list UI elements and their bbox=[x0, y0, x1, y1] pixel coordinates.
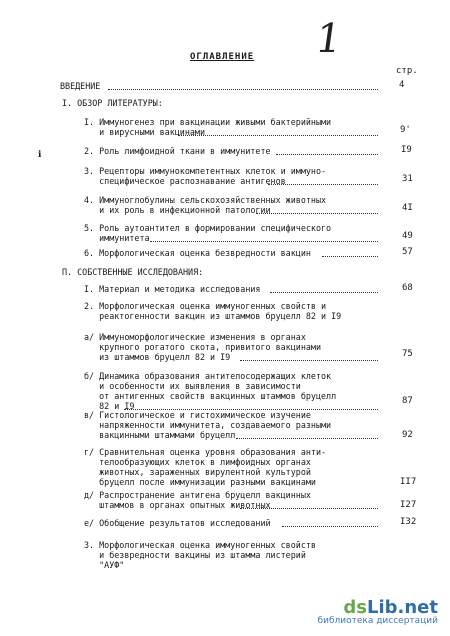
dot-leader bbox=[268, 184, 378, 185]
margin-mark: ℹ bbox=[38, 150, 42, 160]
dot-leader bbox=[256, 213, 378, 214]
toc-page-number: 68 bbox=[402, 283, 413, 293]
dot-leader bbox=[270, 292, 378, 293]
toc-subentry: е/ Обобщение результатов исследований bbox=[84, 518, 271, 528]
toc-page-number: I9 bbox=[401, 145, 412, 155]
dot-leader bbox=[178, 135, 378, 136]
dslib-logo bbox=[318, 597, 438, 626]
toc-page-number: 9' bbox=[400, 125, 411, 135]
toc-entry: 3. Морфологическая оценка иммуногенных свойств и безвредности вакцины из штамма листерий "АУФ" bbox=[84, 540, 316, 570]
logo-wordmark bbox=[318, 597, 438, 618]
toc-section-literature: I. ОБЗОР ЛИТЕРАТУРЫ: bbox=[62, 98, 163, 108]
toc-page-number: 4 bbox=[399, 80, 405, 90]
toc-entry: 2. Морфологическая оценка иммуногенных свойств и реактогенности вакцин из штаммов бруцелл 82 и I9 bbox=[84, 301, 342, 321]
handwritten-page-number: 1 bbox=[312, 16, 345, 62]
toc-entry: I. Материал и методика исследования bbox=[84, 284, 261, 294]
toc-entry-introduction: ВВЕДЕНИЕ bbox=[60, 81, 101, 91]
toc-entry: 4. Иммуноглобулины сельскохозяйственных животных и их роль в инфекционной патологии bbox=[84, 195, 327, 215]
toc-subentry: в/ Гистологическое и гистохимическое изучение напряженности иммунитета, создаваемого разными вакцинными штаммами бруцелл bbox=[84, 410, 332, 440]
toc-page-number: 4I bbox=[402, 203, 413, 213]
toc-subentry: б/ Динамика образования антителосодержащих клеток и особенности их выявления в зависимости от антигенных свойств вакцинных штаммов бруцелл 82 и I9 bbox=[84, 371, 337, 411]
toc-section-own-research: П. СОБСТВЕННЫЕ ИССЛЕДОВАНИЯ: bbox=[62, 267, 204, 277]
toc-page-number: 87 bbox=[402, 396, 413, 406]
dot-leader bbox=[108, 89, 378, 90]
dot-leader bbox=[282, 526, 378, 527]
toc-subentry: а/ Иммуноморфологические изменения в органах крупного рогатого скота, привитого вакцинами из штаммов бруцелл 82 и I9 bbox=[84, 332, 321, 362]
toc-entry: 3. Рецепторы иммунокомпетентных клеток и иммуно- специфическое распознавание антигенов bbox=[84, 166, 327, 186]
toc-page-number: 75 bbox=[402, 349, 413, 359]
page-column-header: стр. bbox=[396, 66, 418, 76]
toc-page-number: I32 bbox=[400, 517, 417, 527]
toc-entry: 2. Роль лимфоидной ткани в иммунитете bbox=[84, 146, 271, 156]
toc-page-number: 31 bbox=[402, 174, 413, 184]
dot-leader bbox=[236, 438, 378, 439]
toc-entry: 6. Морфологическая оценка безвредности вакцин bbox=[84, 248, 311, 258]
toc-entry: 5. Роль аутоантител в формировании специфического иммунитета bbox=[84, 223, 332, 243]
dot-leader bbox=[240, 360, 378, 361]
dot-leader bbox=[322, 256, 378, 257]
toc-page-number: I27 bbox=[400, 500, 417, 510]
toc-page-number: II7 bbox=[400, 477, 417, 487]
toc-page-number: 49 bbox=[402, 231, 413, 241]
logo-net: .net bbox=[397, 597, 438, 618]
logo-ds: ds bbox=[343, 597, 367, 618]
toc-entry: I. Иммуногенез при вакцинации живыми бактерийными и вирусными вакцинами bbox=[84, 117, 332, 137]
toc-subentry: д/ Распространение антигена бруцелл вакцинных штаммов в органах опытных животных bbox=[84, 490, 311, 510]
dot-leader bbox=[240, 508, 378, 509]
toc-subentry: г/ Сравнительная оценка уровня образования анти- телообразующих клеток в лимфоидных органах животных, зараженных вирулентной культурой бруцелл после иммунизации разными вакцинами bbox=[84, 447, 327, 487]
dot-leader bbox=[150, 241, 378, 242]
dot-leader bbox=[276, 154, 378, 155]
logo-subtitle: библиотека диссертаций bbox=[317, 616, 438, 626]
toc-page-number: 92 bbox=[402, 430, 413, 440]
toc-title: ОГЛАВЛЕНИЕ bbox=[190, 52, 255, 62]
toc-page-number: 57 bbox=[402, 247, 413, 257]
logo-lib: Lib bbox=[367, 597, 398, 618]
